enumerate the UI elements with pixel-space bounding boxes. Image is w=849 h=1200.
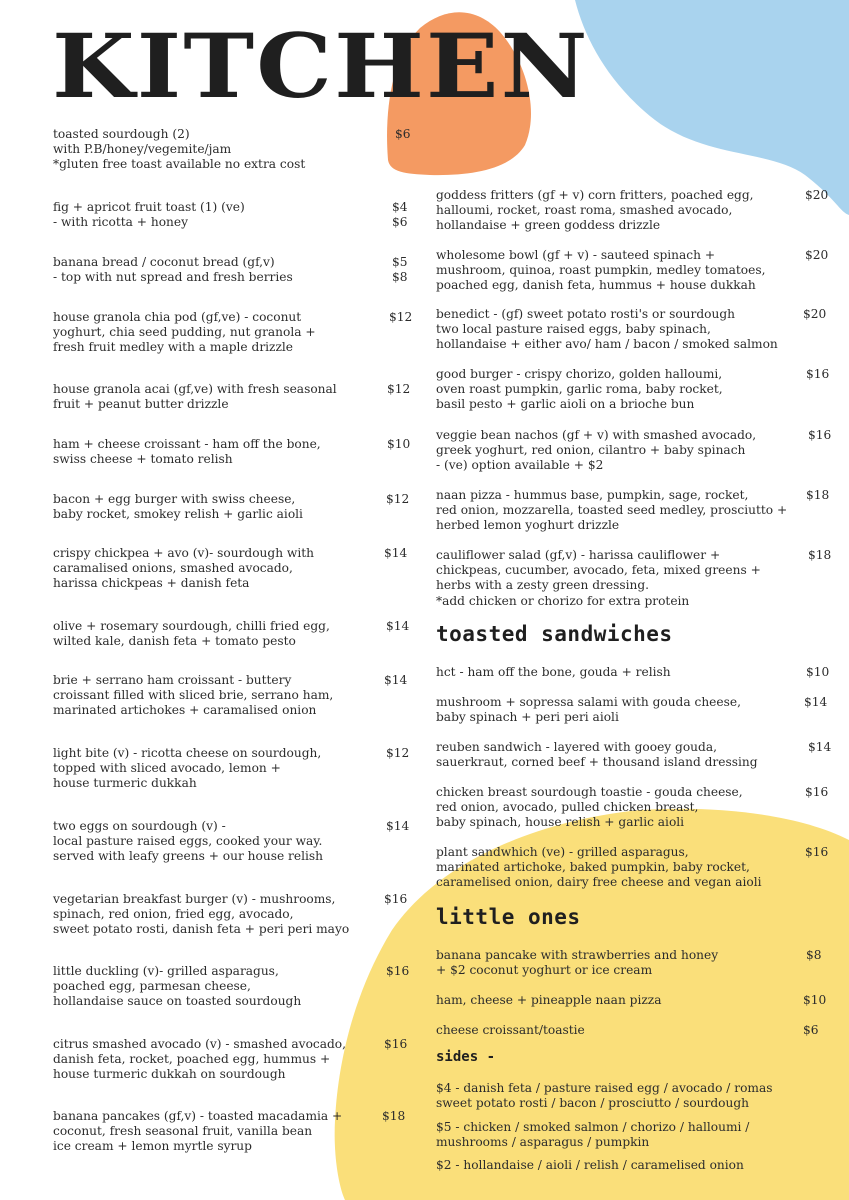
menu-item-line: with P.B/honey/vegemite/jam: [53, 142, 232, 157]
menu-item-price-addon: $8: [392, 270, 408, 285]
menu-item-line: house turmeric dukkah on sourdough: [53, 1067, 286, 1082]
menu-item-price: $16: [805, 845, 829, 859]
menu-item-price: $10: [803, 993, 827, 1007]
menu-item-price: $16: [384, 892, 408, 906]
menu-item-price: $5: [392, 255, 408, 269]
menu-item-line: banana bread / coconut bread (gf,v): [53, 255, 275, 269]
blue-blob: [575, 0, 849, 215]
menu-item-price-addon: $6: [392, 215, 408, 230]
menu-item-price: $14: [384, 546, 408, 560]
menu-item-line: marinated artichokes + caramalised onion: [53, 703, 317, 718]
menu-item-line: ice cream + lemon myrtle syrup: [53, 1139, 252, 1154]
menu-item-line: little duckling (v)- grilled asparagus,: [53, 964, 279, 978]
menu-item: [53, 673, 408, 719]
menu-item-line: + $2 coconut yoghurt or ice cream: [436, 963, 653, 978]
menu-item-line: served with leafy greens + our house relish: [53, 849, 323, 864]
menu-item-line: croissant filled with sliced brie, serrano ham,: [53, 688, 334, 703]
menu-item-line: reuben sandwich - layered with gooey gouda,: [436, 740, 717, 754]
menu-item-line: cauliflower salad (gf,v) - harissa cauliflower +: [436, 548, 721, 562]
menu-item: [53, 1109, 406, 1155]
menu-item-line: crispy chickpea + avo (v)- sourdough with: [53, 546, 314, 560]
menu-item: [53, 619, 410, 649]
menu-item-line: red onion, mozzarella, toasted seed medley, prosciutto +: [436, 503, 788, 518]
menu-item-price: $14: [804, 695, 828, 709]
menu-item-line: plant sandwhich (ve) - grilled asparagus,: [436, 845, 689, 859]
menu-item-line: sauerkraut, corned beef + thousand island dressing: [436, 755, 758, 770]
menu-item-line: herbs with a zesty green dressing.: [436, 578, 650, 593]
menu-item: [53, 1037, 408, 1083]
menu-item-price: $18: [806, 488, 830, 502]
menu-item-price: $16: [808, 428, 832, 442]
menu-item-price: $18: [382, 1109, 406, 1123]
menu-item-line: fresh fruit medley with a maple drizzle: [53, 340, 294, 355]
menu-item-price: $12: [387, 382, 411, 396]
menu-item: [436, 665, 830, 680]
menu-item-line: house granola acai (gf,ve) with fresh seasonal: [53, 382, 337, 396]
menu-item-line: herbed lemon yoghurt drizzle: [436, 518, 620, 533]
menu-item-price: $14: [808, 740, 832, 754]
menu-item-line: mushrooms / asparagus / pumpkin: [436, 1135, 650, 1150]
menu-item-price: $10: [387, 437, 411, 451]
menu-item-line: hollandaise + green goddess drizzle: [436, 218, 661, 233]
menu-item-line: danish feta, rocket, poached egg, hummus +: [53, 1052, 331, 1067]
menu-item-line: fruit + peanut butter drizzle: [53, 397, 229, 412]
menu-item-line: $4 - danish feta / pasture raised egg / avocado / romas: [436, 1081, 773, 1095]
toasted-sandwiches-heading: toasted sandwiches: [436, 622, 673, 646]
menu-item: [436, 948, 822, 978]
menu-item-line: basil pesto + garlic aioli on a brioche bun: [436, 397, 695, 412]
menu-item: [53, 892, 408, 938]
menu-item-line: *add chicken or chorizo for extra protein: [436, 593, 690, 608]
menu-item-line: harissa chickpeas + danish feta: [53, 576, 250, 591]
menu-item-price: $20: [803, 307, 827, 321]
menu-item: [436, 367, 830, 413]
menu-item-line: greek yoghurt, red onion, cilantro + baby spinach: [436, 443, 746, 458]
menu-item: [53, 819, 410, 865]
menu-item-line: benedict - (gf) sweet potato rosti's or sourdough: [436, 307, 735, 321]
menu-item-price: $12: [386, 492, 410, 506]
menu-item-price: $16: [806, 367, 830, 381]
menu-item-line: coconut, fresh seasonal fruit, vanilla bean: [53, 1124, 313, 1139]
menu-item-line: brie + serrano ham croissant - buttery: [53, 673, 292, 687]
menu-item-line: toasted sourdough (2): [53, 127, 190, 141]
menu-item-line: cheese croissant/toastie: [436, 1023, 585, 1037]
menu-item-line: mushroom, quinoa, roast pumpkin, medley tomatoes,: [436, 263, 766, 278]
menu-item-line: vegetarian breakfast burger (v) - mushrooms,: [53, 892, 336, 906]
menu-item: [436, 993, 827, 1008]
menu-item-line: fig + apricot fruit toast (1) (ve): [53, 200, 245, 214]
menu-item-line: *gluten free toast available no extra cost: [53, 157, 306, 172]
menu-item-line: caramelised onion, dairy free cheese and vegan aioli: [436, 875, 762, 890]
menu-item-line: $5 - chicken / smoked salmon / chorizo / halloumi /: [436, 1120, 750, 1134]
menu-item-line: red onion, avocado, pulled chicken breast,: [436, 800, 699, 815]
menu-item-line: banana pancake with strawberries and honey: [436, 948, 719, 962]
menu-item: [53, 127, 411, 173]
menu-item-line: marinated artichoke, baked pumpkin, baby rocket,: [436, 860, 750, 875]
menu-item-line: hollandaise + either avo/ ham / bacon / smoked salmon: [436, 337, 778, 352]
menu-item-price: $16: [386, 964, 410, 978]
menu-item: [53, 382, 411, 412]
menu-item-line: sweet potato rosti / bacon / prosciutto / sourdough: [436, 1096, 749, 1111]
menu-item-line: poached egg, parmesan cheese,: [53, 979, 251, 994]
menu-item-price: $16: [805, 785, 829, 799]
menu-item-line: hct - ham off the bone, gouda + relish: [436, 665, 671, 679]
menu-item-line: goddess fritters (gf + v) corn fritters, poached egg,: [436, 188, 754, 202]
menu-item-line: wilted kale, danish feta + tomato pesto: [53, 634, 296, 649]
little-ones-heading: little ones: [436, 905, 581, 929]
menu-item-price: $14: [384, 673, 408, 687]
menu-item: [436, 248, 829, 294]
menu-item: [436, 845, 829, 891]
menu-item: [436, 428, 832, 474]
menu-item-price: $12: [386, 746, 410, 760]
menu-item: [53, 964, 410, 1010]
sides-item: [436, 1120, 749, 1150]
menu-item-line: poached egg, danish feta, hummus + house dukkah: [436, 278, 756, 293]
menu-item-line: topped with sliced avocado, lemon +: [53, 761, 281, 776]
menu-item-line: halloumi, rocket, roast roma, smashed avocado,: [436, 203, 733, 218]
menu-item-price: $16: [384, 1037, 408, 1051]
menu-item: [53, 746, 410, 792]
menu-item-line: banana pancakes (gf,v) - toasted macadamia +: [53, 1109, 343, 1123]
menu-item-line: sweet potato rosti, danish feta + peri peri mayo: [53, 922, 350, 937]
menu-item: [436, 740, 832, 770]
menu-item: [436, 307, 827, 353]
menu-item-line: two eggs on sourdough (v) -: [53, 819, 226, 833]
menu-item-line: local pasture raised eggs, cooked your way.: [53, 834, 323, 849]
menu-item-line: wholesome bowl (gf + v) - sauteed spinach +: [436, 248, 716, 262]
menu-item-price: $8: [806, 948, 822, 962]
menu-item: [53, 492, 410, 522]
menu-item: [436, 785, 829, 831]
menu-item-line: - top with nut spread and fresh berries: [53, 270, 293, 285]
menu-item-line: chicken breast sourdough toastie - gouda cheese,: [436, 785, 743, 799]
menu-item-line: citrus smashed avocado (v) - smashed avocado,: [53, 1037, 347, 1051]
menu-item-line: swiss cheese + tomato relish: [53, 452, 233, 467]
menu-item-line: yoghurt, chia seed pudding, nut granola +: [53, 325, 316, 340]
menu-item-line: chickpeas, cucumber, avocado, feta, mixed greens +: [436, 563, 761, 578]
menu-item: [53, 437, 411, 467]
menu-item: [53, 200, 408, 230]
menu-item: [436, 548, 832, 609]
sides-item: [436, 1158, 744, 1173]
menu-item-price: $6: [803, 1023, 819, 1037]
menu-item-price: $18: [808, 548, 832, 562]
menu-item: [53, 310, 413, 356]
sides-item: [436, 1081, 773, 1111]
menu-item-price: $4: [392, 200, 408, 214]
menu-item-price: $20: [805, 248, 829, 262]
menu-item-line: ham + cheese croissant - ham off the bone,: [53, 437, 321, 451]
menu-item-line: light bite (v) - ricotta cheese on sourdough,: [53, 746, 322, 760]
menu-item-price: $12: [389, 310, 413, 324]
menu-item-line: hollandaise sauce on toasted sourdough: [53, 994, 302, 1009]
menu-item: [436, 695, 828, 725]
menu-item-line: - with ricotta + honey: [53, 215, 188, 230]
menu-item-line: oven roast pumpkin, garlic roma, baby rocket,: [436, 382, 723, 397]
menu-item-line: olive + rosemary sourdough, chilli fried egg,: [53, 619, 330, 633]
menu-item-price: $10: [806, 665, 830, 679]
menu-item: [53, 546, 408, 592]
sides-heading: sides -: [436, 1049, 496, 1065]
menu-item-price: $20: [805, 188, 829, 202]
menu-item-line: two local pasture raised eggs, baby spinach,: [436, 322, 711, 337]
menu-item-line: $2 - hollandaise / aioli / relish / caramelised onion: [436, 1158, 744, 1172]
menu-item-line: house turmeric dukkah: [53, 776, 197, 791]
menu-item-line: good burger - crispy chorizo, golden halloumi,: [436, 367, 723, 381]
menu-item-line: house granola chia pod (gf,ve) - coconut: [53, 310, 302, 324]
menu-item-line: naan pizza - hummus base, pumpkin, sage, rocket,: [436, 488, 749, 502]
menu-item: [436, 188, 829, 234]
menu-item: [436, 488, 830, 534]
menu-item-line: mushroom + sopressa salami with gouda cheese,: [436, 695, 741, 709]
menu-item-line: caramalised onions, smashed avocado,: [53, 561, 293, 576]
menu-item-line: baby rocket, smokey relish + garlic aioli: [53, 507, 303, 522]
menu-title: KITCHEN: [52, 14, 590, 118]
menu-item-price: $14: [386, 819, 410, 833]
menu-item-line: baby spinach + peri peri aioli: [436, 710, 619, 725]
menu-item-price: $6: [395, 127, 411, 141]
menu-item-line: baby spinach, house relish + garlic aioli: [436, 815, 685, 830]
menu-item-line: - (ve) option available + $2: [436, 458, 604, 473]
menu-item-price: $14: [386, 619, 410, 633]
menu-item: [53, 255, 408, 285]
menu-item: [436, 1023, 819, 1038]
menu-item-line: ham, cheese + pineapple naan pizza: [436, 993, 662, 1007]
menu-item-line: bacon + egg burger with swiss cheese,: [53, 492, 296, 506]
menu-item-line: veggie bean nachos (gf + v) with smashed avocado,: [436, 428, 757, 442]
menu-item-line: spinach, red onion, fried egg, avocado,: [53, 907, 294, 922]
